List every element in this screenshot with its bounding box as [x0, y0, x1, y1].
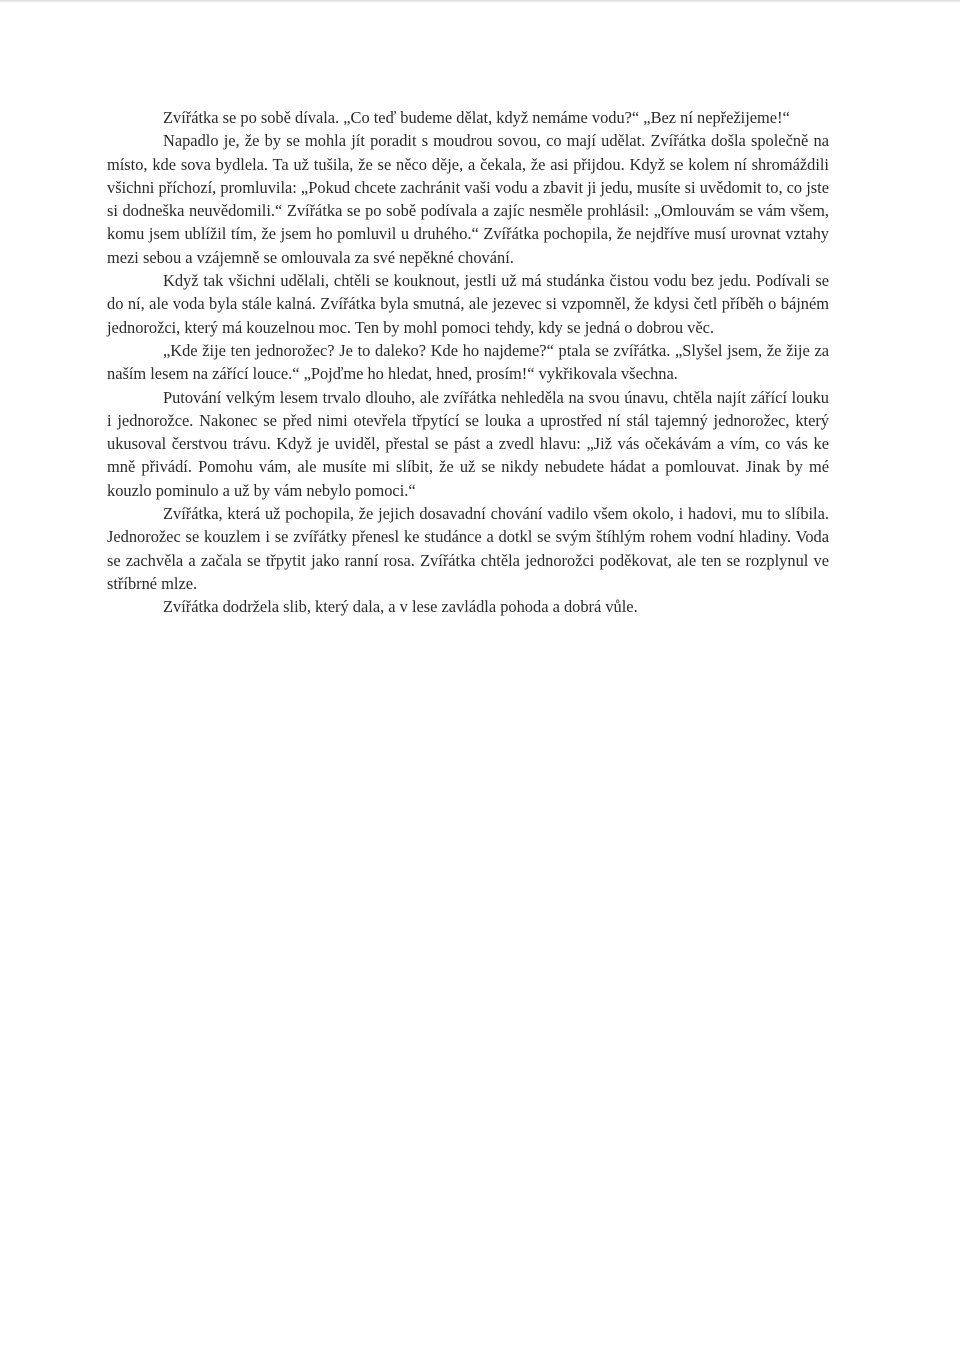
paragraph-5: Putování velkým lesem trvalo dlouho, ale zvířátka nehleděla na svou únavu, chtěla najít zářící louku i jednorožce. Nakonec se před nimi otevřela třpytící se louka a uprostřed ní stál tajemný jednorožec, který ukusoval čerstvou trávu. Když je uviděl, přestal se pást a zvedl hlavu: „Již vás očekávám a vím, co vás ke mně přivádí. Pomohu vám, ale musíte mi slíbit, že už se nikdy nebudete hádat a pomlouvat. Jinak by mé kouzlo pominulo a už by vám nebylo pomoci.“ [107, 387, 829, 500]
paragraph-3: Když tak všichni udělali, chtěli se kouknout, jestli už má studánka čistou vodu bez jedu. Podívali se do ní, ale voda byla stále kalná. Zvířátka byla smutná, ale jezevec si vzpomněl, že kdysi četl příběh o bájném jednorožci, který má kouzelnou moc. Ten by mohl pomoci tehdy, kdy se jedná o dobrou věc. [107, 271, 829, 337]
paragraph-7: Zvířátka dodržela slib, který dala, a v lese zavládla pohoda a dobrá vůle. [163, 597, 638, 617]
paragraph-4: „Kde žije ten jednorožec? Je to daleko? Kde ho najdeme?“ ptala se zvířátka. „Slyšel jsem, že žije za naším lesem na zářící louce.“ „Pojďme ho hledat, hned, prosím!“ vykřikovala všechna. [107, 340, 829, 384]
paragraph-6: Zvířátka, která už pochopila, že jejich dosavadní chování vadilo všem okolo, i hadovi, mu to slíbila. Jednorožec se kouzlem i se zvířátky přenesl ke studánce a dotkl se svým štíhlým rohem vodní hladiny. Voda se zachvěla a začala se třpytit jako ranní rosa. Zvířátka chtěla jednorožci poděkovat, ale ten se rozplynul ve stříbrné mlze. [107, 504, 829, 593]
document-body [107, 106, 829, 619]
paragraph-1: Zvířátka se po sobě dívala. „Co teď budeme dělat, když nemáme vodu?“ „Bez ní nepřežijeme!“ [163, 108, 790, 127]
scan-top-edge [0, 0, 960, 3]
paragraph-2: Napadlo je, že by se mohla jít poradit s moudrou sovou, co mají udělat. Zvířátka došla společně na místo, kde sova bydlela. Ta už tušila, že se něco děje, a čekala, že asi přijdou. Když se kolem ní shromáždili všichni příchozí, promluvila: „Pokud chcete zachránit vaši vodu a zbavit ji jedu, musíte si uvědomit to, co jste si dodneška neuvědomili.“ Zvířátka se po sobě podívala a zajíc nesměle prohlásil: „Omlouvám se vám všem, komu jsem ublížil tím, že jsem ho pomluvil u druhého.“ Zvířátka pochopila, že nejdříve musí urovnat vztahy mezi sebou a vzájemně se omlouvala za své nepěkné chování. [107, 131, 829, 267]
